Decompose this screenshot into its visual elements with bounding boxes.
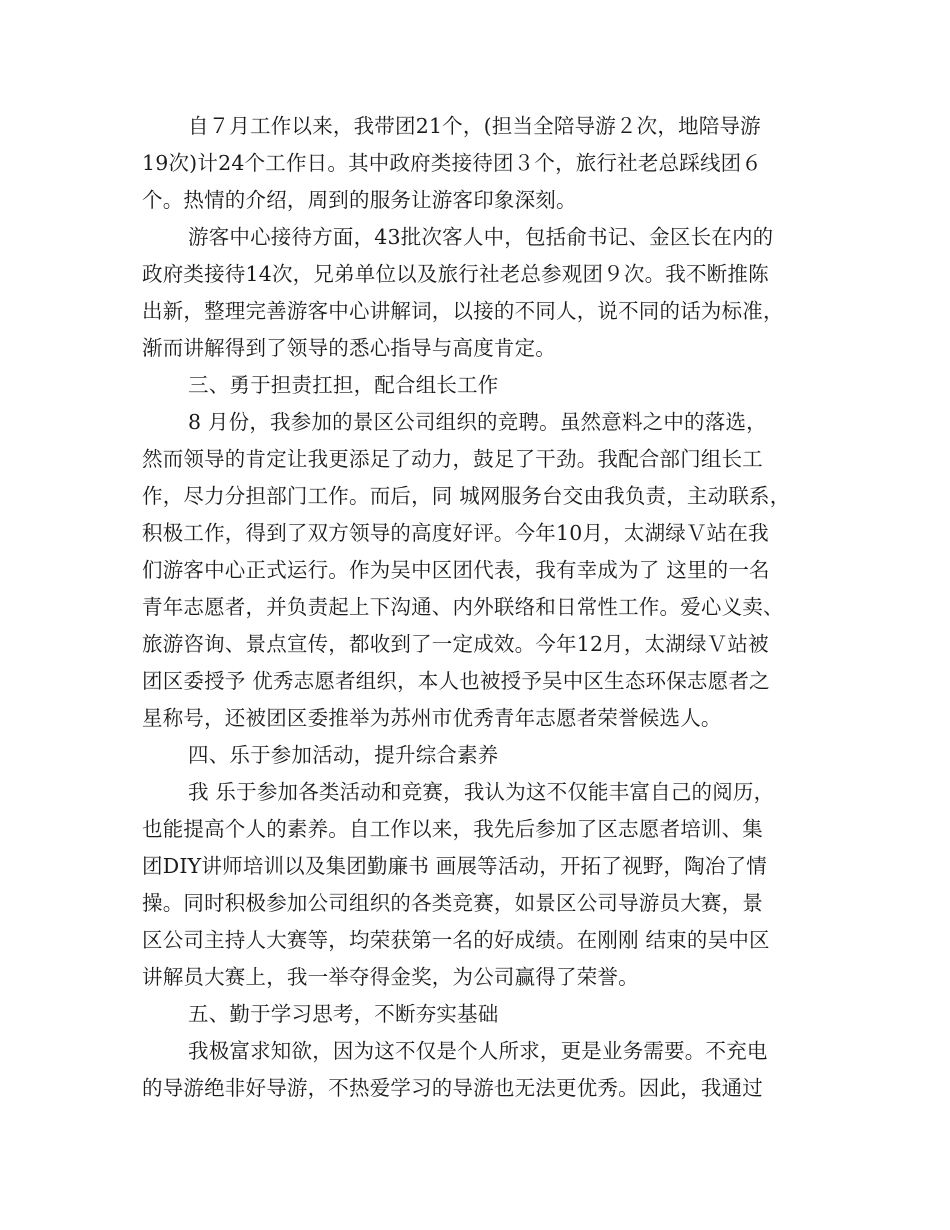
paragraph-line: 我 乐于参加各类活动和竞赛，我认为这不仅能丰富自己的阅历， — [188, 780, 775, 804]
section-heading: 四、乐于参加活动，提升综合素养 — [188, 743, 499, 767]
paragraph-line: 渐而讲解得到了领导的悉心指导与高度肯定。 — [142, 336, 556, 360]
paragraph-line: 团区委授予 优秀志愿者组织，本人也被授予吴中区生态环保志愿者之 — [142, 669, 770, 693]
paragraph-line: 的导游绝非好导游，不热爱学习的导游也无法更优秀。因此，我通过 — [142, 1076, 763, 1100]
document-body — [142, 108, 818, 1107]
paragraph-line: 作，尽力分担部门工作。而后，同 城网服务台交由我负责，主动联系， — [142, 484, 791, 508]
paragraph-line: 我极富求知欲，因为这不仅是个人所求，更是业务需要。不充电 — [188, 1039, 768, 1063]
paragraph-line: 积极工作，得到了双方领导的高度好评。今年10月，太湖绿Ｖ站在我 — [142, 521, 769, 545]
paragraph-line: 讲解员大赛上，我一举夺得金奖，为公司赢得了荣誉。 — [142, 965, 639, 989]
section-heading: 五、勤于学习思考，不断夯实基础 — [188, 1002, 499, 1026]
paragraph-line: 星称号，还被团区委推举为苏州市优秀青年志愿者荣誉候选人。 — [142, 706, 722, 730]
paragraph-line: 们游客中心正式运行。作为吴中区团代表，我有幸成为了 这里的一名 — [142, 558, 770, 582]
paragraph-line: 青年志愿者，并负责起上下沟通、内外联络和日常性工作。爱心义卖、 — [142, 595, 784, 619]
paragraph-line: 8 月份，我参加的景区公司组织的竞聘。虽然意料之中的落选， — [188, 410, 767, 434]
paragraph-line: 操。同时积极参加公司组织的各类竞赛，如景区公司导游员大赛，景 — [142, 891, 763, 915]
paragraph-line: 旅游咨询、景点宣传，都收到了一定成效。今年12月，太湖绿Ｖ站被 — [142, 632, 769, 656]
paragraph-line: 自７月工作以来，我带团21个，(担当全陪导游２次，地陪导游 — [188, 114, 761, 138]
paragraph-line: 政府类接待14次，兄弟单位以及旅行社老总参观团９次。我不断推陈 — [142, 262, 769, 286]
paragraph-line: 个。热情的介绍，周到的服务让游客印象深刻。 — [142, 188, 577, 212]
section-heading: 三、勇于担责扛担，配合组长工作 — [188, 373, 499, 397]
paragraph-line: 团DIY讲师培训以及集团勤廉书 画展等活动，开拓了视野，陶冶了情 — [142, 854, 767, 878]
paragraph-line: 然而领导的肯定让我更添足了动力，鼓足了干劲。我配合部门组长工 — [142, 447, 763, 471]
paragraph-line: 出新，整理完善游客中心讲解词，以接的不同人，说不同的话为标准， — [142, 299, 784, 323]
paragraph-line: 游客中心接待方面，43批次客人中，包括俞书记、金区长在内的 — [188, 225, 774, 249]
paragraph-line: 19次)计24个工作日。其中政府类接待团３个，旅行社老总踩线团６ — [142, 151, 763, 175]
paragraph-line: 也能提高个人的素养。自工作以来，我先后参加了区志愿者培训、集 — [142, 817, 763, 841]
paragraph-line: 区公司主持人大赛等，均荣获第一名的好成绩。在刚刚 结束的吴中区 — [142, 928, 770, 952]
